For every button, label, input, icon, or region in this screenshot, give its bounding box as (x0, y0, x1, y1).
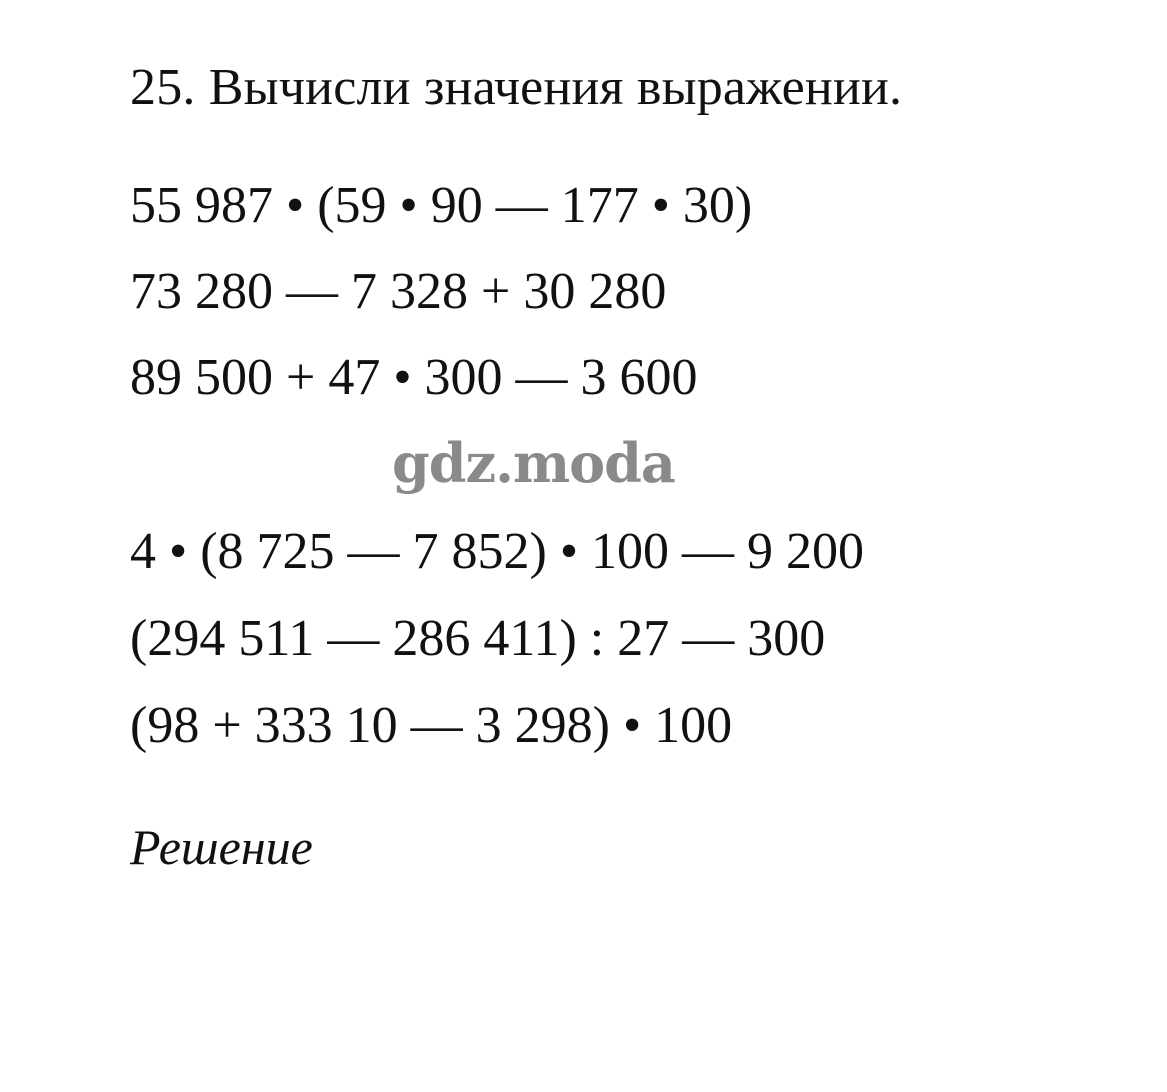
solution-label: Решение (130, 819, 313, 875)
watermark-logo: gdz.moda (392, 431, 675, 495)
task-title: 25. Вычисли значения выражении. (130, 59, 903, 116)
expression-3: 89 500 + 47 • 300 — 3 600 (130, 349, 698, 406)
expression-5: (294 511 — 286 411) : 27 — 300 (130, 610, 826, 667)
expression-2: 73 280 — 7 328 + 30 280 (130, 263, 667, 320)
expression-1: 55 987 • (59 • 90 — 177 • 30) (130, 177, 753, 234)
expression-6: (98 + 333 10 — 3 298) • 100 (130, 697, 733, 754)
expression-4: 4 • (8 725 — 7 852) • 100 — 9 200 (130, 523, 865, 580)
